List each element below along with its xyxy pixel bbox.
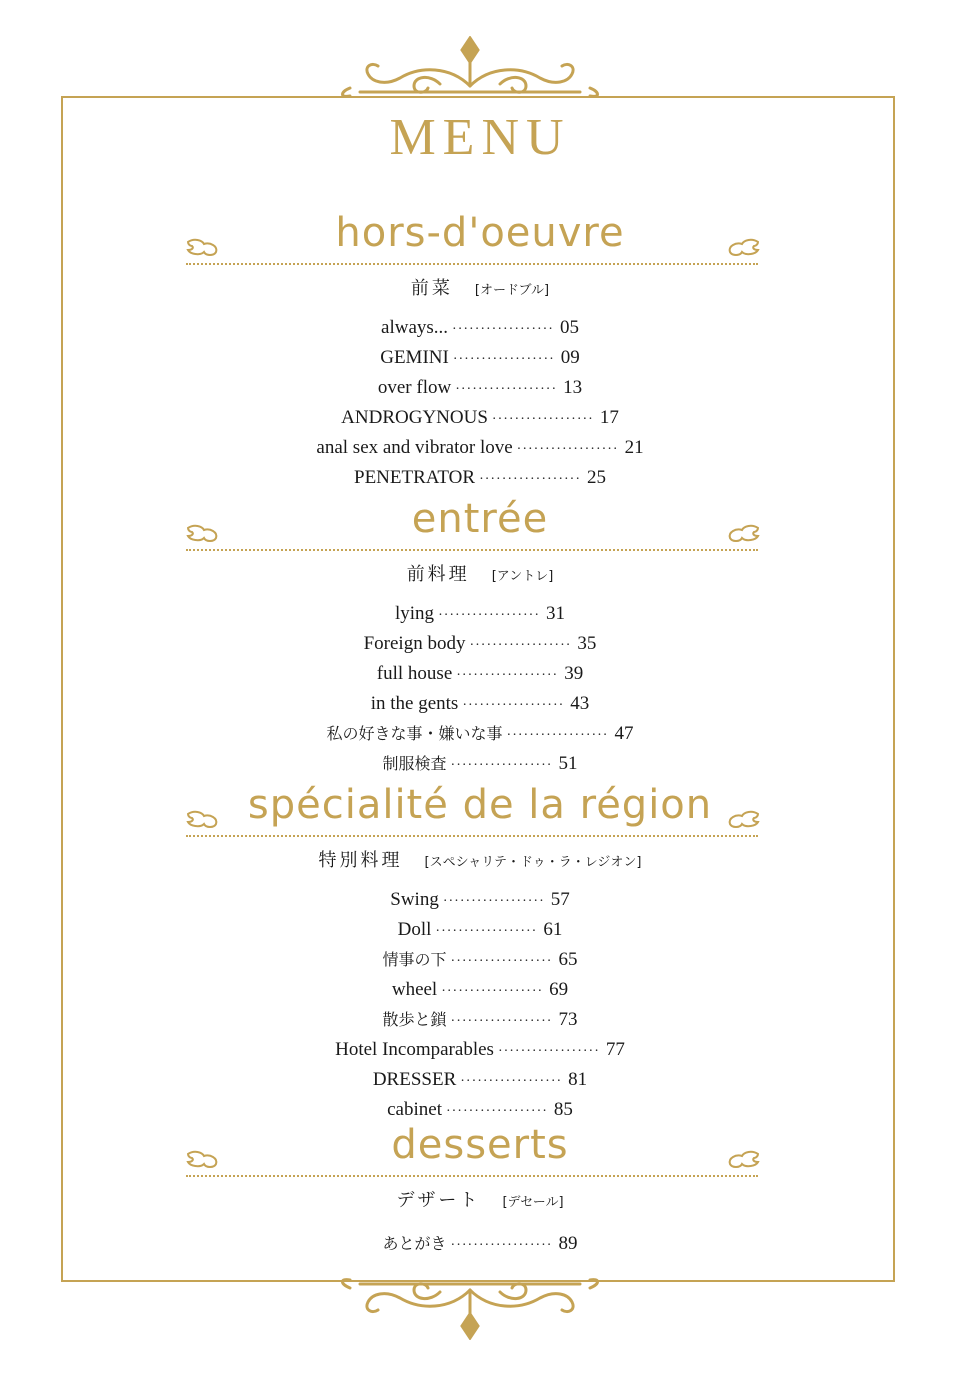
dot-leader: ··················: [497, 1044, 600, 1059]
entry-page: 65: [558, 949, 578, 970]
dot-leader: ··················: [442, 894, 545, 909]
entry-page: 35: [577, 633, 597, 654]
entry-page: 09: [560, 347, 580, 368]
entry-title: 制服検査: [382, 754, 447, 773]
dot-leader: ··················: [516, 442, 619, 457]
toc-entry: [0, 1066, 960, 1096]
section-title: desserts: [391, 1122, 569, 1168]
entry-page: 43: [570, 693, 590, 714]
entry-title: over flow: [377, 377, 452, 398]
section-specialite: [0, 780, 960, 1126]
section-entree: [0, 494, 960, 780]
toc-entry: [0, 916, 960, 946]
bottom-scroll-ornament: [0, 1270, 960, 1340]
entry-title: wheel: [391, 979, 438, 1000]
entry-title: Swing: [390, 889, 439, 910]
dot-leader: ··················: [462, 698, 565, 713]
entry-title: anal sex and vibrator love: [316, 437, 513, 458]
entry-page: 61: [543, 919, 563, 940]
entry-page: 77: [605, 1039, 625, 1060]
entry-title: 私の好きな事・嫌いな事: [326, 724, 503, 743]
entry-title: Doll: [397, 919, 432, 940]
dot-leader: ··················: [452, 322, 554, 337]
entry-page: 21: [624, 437, 644, 458]
entry-page: 69: [549, 979, 569, 1000]
entry-page: 05: [559, 317, 579, 338]
dot-leader: ··················: [455, 382, 558, 397]
entry-title: ANDROGYNOUS: [341, 407, 488, 428]
menu-title: MENU: [389, 109, 571, 166]
toc-entry: [0, 946, 960, 976]
toc-entry: [0, 750, 960, 780]
entry-page: 17: [599, 407, 619, 428]
entry-title: lying: [395, 603, 435, 624]
dot-leader: ··················: [450, 1238, 553, 1253]
section-subtitle: [0, 1186, 960, 1214]
dot-leader: ··················: [435, 924, 538, 939]
entry-title: 情事の下: [382, 950, 447, 969]
toc-entry: [0, 976, 960, 1006]
section-subtitle: [0, 846, 960, 874]
entry-title: Hotel Incomparables: [335, 1039, 494, 1060]
section-title: hors-d'oeuvre: [335, 210, 625, 256]
dot-leader: ··················: [460, 1074, 563, 1089]
right-wing-icon: [726, 522, 760, 544]
entry-page: 31: [545, 603, 565, 624]
toc-entry: [0, 720, 960, 750]
dotted-divider: [186, 263, 758, 265]
dotted-divider: [186, 835, 758, 837]
dot-leader: ··················: [452, 352, 555, 367]
right-wing-icon: [726, 808, 760, 830]
entry-page: 13: [563, 377, 583, 398]
entry-title: in the gents: [370, 693, 459, 714]
section-subtitle: [0, 560, 960, 588]
section-hors-doeuvre: [0, 208, 960, 494]
entry-title: always...: [381, 317, 449, 338]
toc-entry: [0, 434, 960, 464]
entry-title: cabinet: [387, 1099, 442, 1120]
dot-leader: ··················: [450, 954, 553, 969]
subtitle-kana: [アントレ]: [491, 569, 554, 584]
subtitle-jp: 前料理: [406, 564, 470, 585]
toc-entry: [0, 690, 960, 720]
dot-leader: ··················: [491, 412, 594, 427]
dot-leader: ··················: [441, 984, 544, 999]
entry-page: 47: [614, 723, 634, 744]
toc-entry: [0, 464, 960, 494]
entry-page: 81: [568, 1069, 588, 1090]
toc-entry: [0, 1006, 960, 1036]
subtitle-jp: デザート: [396, 1190, 481, 1211]
entry-page: 57: [550, 889, 570, 910]
dotted-divider: [186, 549, 758, 551]
dot-leader: ··················: [450, 1014, 553, 1029]
entry-page: 25: [586, 467, 606, 488]
entry-title: PENETRATOR: [354, 467, 476, 488]
entry-title: DRESSER: [372, 1069, 457, 1090]
entry-title: Foreign body: [363, 633, 466, 654]
right-wing-icon: [726, 1148, 760, 1170]
dot-leader: ··················: [438, 608, 540, 623]
entry-title: 散歩と鎖: [382, 1010, 447, 1029]
entry-page: 89: [558, 1233, 578, 1254]
dot-leader: ··················: [450, 758, 553, 773]
subtitle-kana: [オードブル]: [474, 283, 550, 298]
toc-entry: [0, 660, 960, 690]
subtitle-jp: 特別料理: [318, 850, 403, 871]
dot-leader: ··················: [456, 668, 559, 683]
toc-entry: [0, 1230, 960, 1260]
entry-page: 39: [564, 663, 584, 684]
dot-leader: ··················: [506, 728, 609, 743]
subtitle-kana: [スペシャリテ・ドゥ・ラ・レジオン]: [424, 855, 642, 870]
section-desserts: [0, 1120, 960, 1260]
toc-entry: [0, 630, 960, 660]
subtitle-kana: [デセール]: [502, 1195, 564, 1210]
right-wing-icon: [726, 236, 760, 258]
toc-entry: [0, 1036, 960, 1066]
entry-page: 73: [558, 1009, 578, 1030]
section-title: entrée: [411, 496, 549, 542]
toc-entry: [0, 374, 960, 404]
dot-leader: ··················: [469, 638, 572, 653]
section-subtitle: [0, 274, 960, 302]
toc-entry: [0, 404, 960, 434]
toc-entry: [0, 886, 960, 916]
entry-title: full house: [376, 663, 453, 684]
toc-entry: [0, 344, 960, 374]
dot-leader: ··················: [479, 472, 581, 487]
top-scroll-ornament: [0, 36, 960, 106]
toc-entry: [0, 600, 960, 630]
dot-leader: ··················: [445, 1104, 548, 1119]
dotted-divider: [186, 1175, 758, 1177]
entry-title: GEMINI: [380, 347, 449, 368]
entry-page: 85: [553, 1099, 573, 1120]
entry-page: 51: [558, 753, 578, 774]
toc-entry: [0, 314, 960, 344]
section-title: spécialité de la région: [247, 782, 713, 828]
subtitle-jp: 前菜: [410, 278, 453, 299]
entry-title: あとがき: [382, 1234, 447, 1253]
